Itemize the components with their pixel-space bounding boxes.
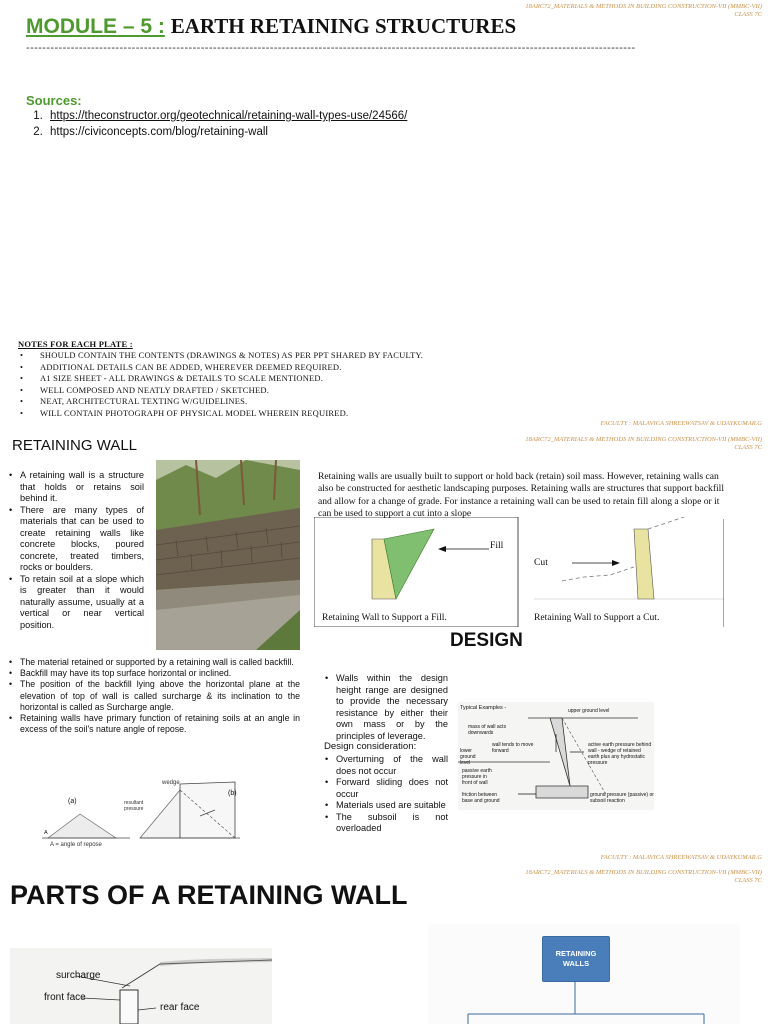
parts-title: PARTS OF A RETAINING WALL bbox=[10, 880, 408, 910]
rear-face-label: rear face bbox=[160, 1002, 200, 1013]
list-item: • Forward sliding does not occur bbox=[324, 777, 448, 800]
sources-heading: Sources: bbox=[26, 93, 82, 108]
fill-cut-figure bbox=[314, 517, 724, 627]
faculty-footer: FACULTY : MALAVICA SHREEWATSAV & UDAYKUMAR.G bbox=[600, 420, 762, 427]
course-line: 18ARC72_MATERIALS & METHODS IN BUILDING CONSTRUCTION-VII (MMBC-VII) bbox=[525, 3, 762, 10]
lower-label: lower ground level bbox=[460, 748, 476, 766]
fill-label: Fill bbox=[490, 540, 504, 551]
mass-label: mass of wall acts downwards bbox=[468, 724, 507, 736]
typical-label: Typical Examples - bbox=[460, 705, 507, 711]
parts-diagram bbox=[10, 948, 272, 1024]
source-link-2[interactable]: https://civiconcepts.com/blog/retaining-wall bbox=[50, 126, 268, 138]
design-diagram bbox=[458, 702, 654, 810]
upper-label: upper ground level bbox=[568, 708, 610, 714]
retaining-wall-photo bbox=[156, 460, 300, 650]
notes-heading: NOTES FOR EACH PLATE : bbox=[18, 339, 133, 349]
description-paragraph: Retaining walls are usually built to support or hold back (retain) soil mass. However, retaining walls can also be constructed for aesthetic landscaping purposes. Retaining walls are structures that support backfill and allow for a change of grade. For instance a retaining wall can be used to retain fill along a slope or it can be used to support a cut into a slope bbox=[318, 471, 725, 519]
design-consideration-label: Design consideration: bbox=[324, 741, 417, 752]
list-item: • There are many types of materials that can be used to create retaining walls like concrete blocks, poured concrete, treated timbers, rocks or boulders. bbox=[8, 505, 144, 574]
front-face-label: front face bbox=[44, 992, 86, 1003]
module-label: MODULE – 5 : bbox=[26, 15, 165, 38]
list-item: • The position of the backfill lying above the horizontal plane at the elevation of top of wall is called surcharge & its inclination to the horizontal is called as Surcharge angle. bbox=[8, 679, 300, 713]
label-resultant: resultant pressure bbox=[124, 800, 144, 812]
list-item: • The material retained or supported by a retaining wall is called backfill. bbox=[8, 657, 300, 668]
class-line: CLASS 7C bbox=[734, 11, 762, 18]
photo-illustration bbox=[156, 460, 300, 650]
ground-label: ground pressure (passive) or subsoil reaction bbox=[590, 792, 654, 804]
title-divider: ------------------------------------------------------------------------------------------------------------------------------------------------------ bbox=[26, 42, 636, 54]
list-item: • Overturning of the wall does not occur bbox=[324, 754, 448, 777]
list-item: • Walls within the design height range are designed to provide the necessary resistance by either their own mass or by the principles of leverage. bbox=[324, 673, 448, 742]
list-item: • A retaining wall is a structure that holds or retains soil behind it. bbox=[8, 470, 144, 505]
active-label: active earth pressure behind wall - wedge of retained earth plus any hydrostatic pressure bbox=[588, 742, 652, 766]
label-a: (a) bbox=[68, 798, 77, 805]
tends-label: wall tends to move forward bbox=[492, 742, 534, 754]
cut-label: Cut bbox=[534, 557, 548, 568]
design-intro bbox=[324, 673, 448, 742]
course-header: 18ARC72_MATERIALS & METHODS IN BUILDING CONSTRUCTION-VII (MMBC-VII) CLASS 7C bbox=[525, 869, 762, 884]
list-item: • The subsoil is not overloaded bbox=[324, 812, 448, 835]
definition-list bbox=[8, 470, 144, 631]
list-item: • SHOULD CONTAIN THE CONTENTS (DRAWINGS & NOTES) AS PER PPT SHARED BY FACULTY. bbox=[18, 350, 423, 362]
label-angle-a: A bbox=[44, 830, 48, 836]
label-b: (b) bbox=[228, 790, 237, 797]
list-item: • To retain soil at a slope which is greater than it would naturally assume, usually at a vertical or near vertical position. bbox=[8, 574, 144, 632]
cut-caption: Retaining Wall to Support a Cut. bbox=[534, 612, 660, 623]
list-item: • Materials used are suitable bbox=[324, 800, 448, 812]
list-item: • Retaining walls have primary function of retaining soils at an angle in excess of the soil's nature angle of repose. bbox=[8, 713, 300, 735]
passive-label: passive earth pressure in front of wall bbox=[462, 768, 492, 786]
list-item: • A1 SIZE SHEET - ALL DRAWINGS & DETAILS TO SCALE MENTIONED. bbox=[18, 373, 423, 385]
faculty-footer: FACULTY : MALAVICA SHREEWATSAV & UDAYKUMAR.G bbox=[600, 854, 762, 861]
fill-caption: Retaining Wall to Support a Fill. bbox=[322, 612, 447, 623]
fill-cut-diagram bbox=[314, 517, 724, 627]
module-title bbox=[26, 14, 516, 39]
design-title: DESIGN bbox=[450, 630, 523, 651]
list-item bbox=[46, 124, 407, 140]
section-title: RETAINING WALL bbox=[12, 437, 138, 454]
parts-sketch bbox=[10, 948, 272, 1024]
list-item: • ADDITIONAL DETAILS CAN BE ADDED, WHEREVER DEEMED REQUIRED. bbox=[18, 362, 423, 374]
design-considerations bbox=[324, 754, 448, 835]
angle-of-repose-sketch bbox=[30, 768, 260, 852]
list-item: • WELL COMPOSED AND NEATLY DRAFTED / SKETCHED. bbox=[18, 385, 423, 397]
module-heading: EARTH RETAINING STRUCTURES bbox=[170, 14, 517, 38]
source-link-1[interactable]: https://theconstructor.org/geotechnical/retaining-wall-types-use/24566/ bbox=[50, 110, 408, 122]
list-item: • WILL CONTAIN PHOTOGRAPH OF PHYSICAL MODEL WHEREIN REQUIRED. bbox=[18, 408, 423, 420]
notes-list bbox=[18, 350, 423, 419]
surcharge-label: surcharge bbox=[56, 970, 101, 981]
course-header bbox=[525, 3, 762, 19]
org-root-node: RETAINING WALLS bbox=[542, 936, 610, 982]
backfill-list bbox=[8, 657, 300, 735]
label-wedge: wedge bbox=[162, 780, 180, 786]
sources-list bbox=[26, 108, 407, 140]
list-item: • Backfill may have its top surface horizontal or inclined. bbox=[8, 668, 300, 679]
course-header: 18ARC72_MATERIALS & METHODS IN BUILDING CONSTRUCTION-VII (MMBC-VII) CLASS 7C bbox=[525, 436, 762, 451]
angle-note: A = angle of repose bbox=[50, 842, 102, 848]
friction-label: friction between base and ground bbox=[462, 792, 500, 804]
list-item bbox=[46, 108, 407, 124]
list-item: • NEAT, ARCHITECTURAL TEXTING W/GUIDELINES. bbox=[18, 396, 423, 408]
